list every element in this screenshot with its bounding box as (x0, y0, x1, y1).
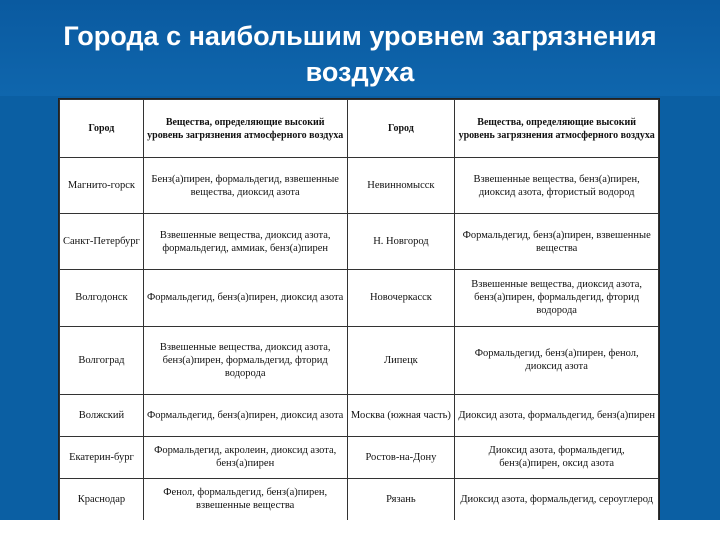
city-cell: Невинномысск (347, 158, 455, 214)
substances-cell: Диоксид азота, формальдегид, сероуглерод (455, 478, 659, 520)
pollution-table (58, 98, 660, 522)
header-substances: Вещества, определяющие высокий уровень загрязнения атмосферного воздуха (143, 100, 347, 158)
city-cell: Новочеркасск (347, 270, 455, 326)
table-row (60, 326, 659, 394)
substances-cell: Фенол, формальдегид, бенз(а)пирен, взвешенные вещества (143, 478, 347, 520)
table-row (60, 436, 659, 478)
substances-cell: Бенз(а)пирен, формальдегид, взвешенные вещества, диоксид азота (143, 158, 347, 214)
city-cell: Волжский (60, 394, 144, 436)
substances-cell: Взвешенные вещества, бенз(а)пирен, диоксид азота, фтористый водород (455, 158, 659, 214)
substances-cell: Формальдегид, бенз(а)пирен, взвешенные вещества (455, 214, 659, 270)
table-header-row (60, 100, 659, 158)
substances-cell: Взвешенные вещества, диоксид азота, бенз(а)пирен, формальдегид, фторид водорода (455, 270, 659, 326)
substances-cell: Формальдегид, бенз(а)пирен, диоксид азота (143, 394, 347, 436)
header-city-2: Город (347, 100, 455, 158)
city-cell: Волгоград (60, 326, 144, 394)
substances-cell: Взвешенные вещества, диоксид азота, формальдегид, аммиак, бенз(а)пирен (143, 214, 347, 270)
table-row (60, 270, 659, 326)
city-cell: Краснодар (60, 478, 144, 520)
slide-bottom-band (0, 520, 720, 540)
city-cell: Липецк (347, 326, 455, 394)
city-cell: Магнито-горск (60, 158, 144, 214)
slide-title (0, 0, 720, 96)
substances-cell: Диоксид азота, формальдегид, бенз(а)пирен, оксид азота (455, 436, 659, 478)
table-row (60, 214, 659, 270)
city-cell: Н. Новгород (347, 214, 455, 270)
table-row (60, 478, 659, 520)
slide-title-line-1: Города с наибольшим уровнем загрязнения (63, 21, 657, 51)
table-row (60, 394, 659, 436)
substances-cell: Взвешенные вещества, диоксид азота, бенз(а)пирен, формальдегид, фторид водорода (143, 326, 347, 394)
substances-cell: Формальдегид, бенз(а)пирен, фенол, диоксид азота (455, 326, 659, 394)
header-city: Город (60, 100, 144, 158)
table-row (60, 158, 659, 214)
substances-cell: Диоксид азота, формальдегид, бенз(а)пирен (455, 394, 659, 436)
city-cell: Ростов-на-Дону (347, 436, 455, 478)
header-substances-2: Вещества, определяющие высокий уровень загрязнения атмосферного воздуха (455, 100, 659, 158)
city-cell: Москва (южная часть) (347, 394, 455, 436)
city-cell: Санкт-Петербург (60, 214, 144, 270)
pollution-table-grid (59, 99, 659, 521)
city-cell: Волгодонск (60, 270, 144, 326)
substances-cell: Формальдегид, бенз(а)пирен, диоксид азота (143, 270, 347, 326)
substances-cell: Формальдегид, акролеин, диоксид азота, бенз(а)пирен (143, 436, 347, 478)
slide-title-line-2: воздуха (305, 57, 415, 87)
city-cell: Екатерин-бург (60, 436, 144, 478)
city-cell: Рязань (347, 478, 455, 520)
